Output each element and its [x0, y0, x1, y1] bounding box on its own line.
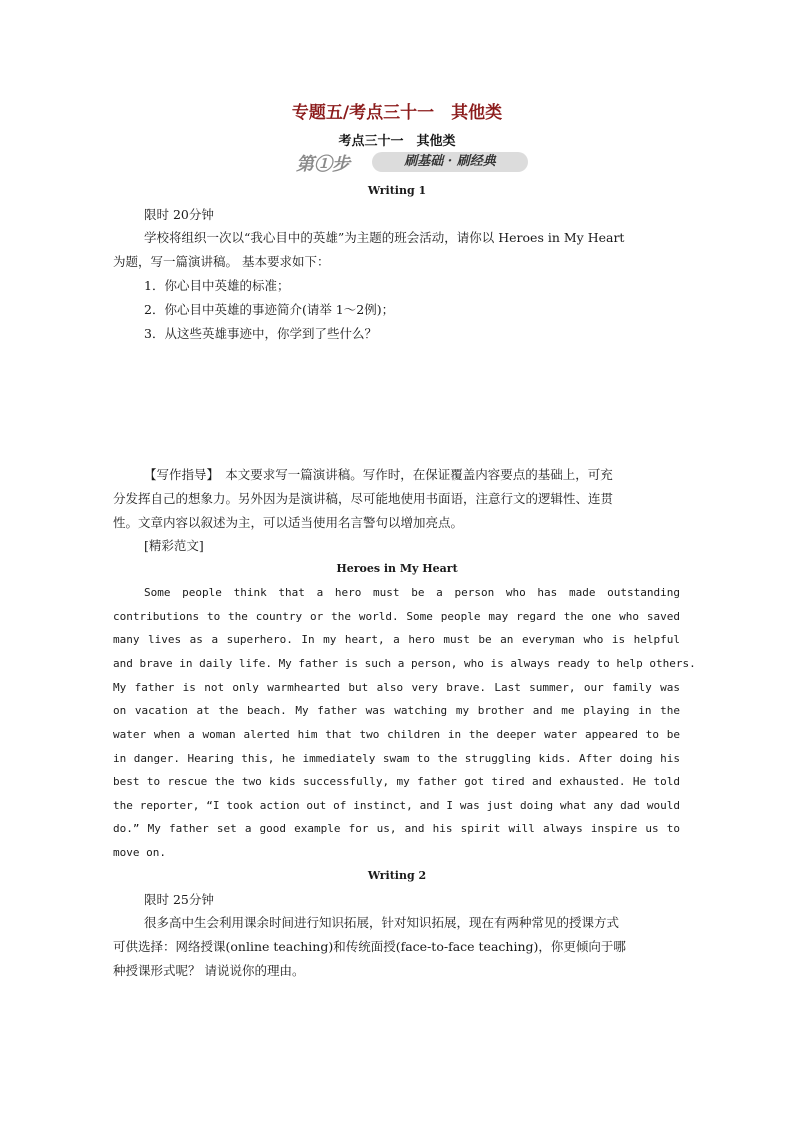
writing-guide-line1: 【写作指导】 本文要求写一篇演讲稿。写作时，在保证覆盖内容要点的基础上，可充 — [144, 467, 613, 482]
essay-line: move on. — [113, 846, 166, 859]
step-label: 第①步 — [296, 154, 350, 175]
topic-title: 专题五/考点三十一 其他类 — [291, 103, 503, 123]
essay-line: on vacation at the beach. My father was watching my brother and me playing in the — [113, 704, 680, 717]
essay-line: do.” My father set a good example for us, and his spirit will always inspire us to — [113, 822, 680, 835]
writing1-heading: Writing 1 — [367, 184, 427, 197]
essay-title: Heroes in My Heart — [336, 562, 458, 575]
writing2-prompt-line2: 可供选择：网络授课(online teaching)和传统面授(face-to-face teaching)，你更倾向于哪 — [113, 939, 626, 954]
essay-line: Some people think that a hero must be a person who has made outstanding — [144, 586, 680, 599]
writing1-requirement-1: 1．你心目中英雄的标准； — [144, 278, 290, 293]
essay-line: My father is not only warmhearted but also very brave. Last summer, our family was — [113, 681, 680, 694]
essay-line: contributions to the country or the world. Some people may regard the one who saved — [113, 610, 680, 623]
section-title: 考点三十一 其他类 — [338, 134, 456, 149]
writing2-prompt-line3: 种授课形式呢？ 请说说你的理由。 — [113, 963, 305, 978]
writing1-time-limit: 限时 20分钟 — [144, 207, 214, 222]
writing2-time-limit: 限时 25分钟 — [144, 892, 214, 907]
essay-line: the reporter, “I took action out of instinct, and I was just doing what any dad would — [113, 799, 680, 812]
writing1-requirement-3: 3．从这些英雄事迹中，你学到了些什么？ — [144, 326, 377, 341]
writing1-requirement-2: 2．你心目中英雄的事迹简介(请举 1～2例)； — [144, 302, 395, 317]
step-pill: 刷基础 · 刷经典 — [372, 152, 528, 172]
writing2-prompt-line1: 很多高中生会利用课余时间进行知识拓展，针对知识拓展，现在有两种常见的授课方式 — [144, 915, 620, 930]
writing1-prompt-line2: 为题，写一篇演讲稿。 基本要求如下： — [113, 254, 330, 269]
writing-guide-line3: 性。文章内容以叙述为主，可以适当使用名言警句以增加亮点。 — [113, 515, 464, 530]
essay-line: in danger. Hearing this, he immediately swam to the struggling kids. After doing his — [113, 752, 680, 765]
writing-guide-line2: 分发挥自己的想象力。另外因为是演讲稿，尽可能地使用书面语，注意行文的逻辑性、连贯 — [113, 491, 614, 506]
essay-line: best to rescue the two kids successfully, my father got tired and exhausted. He told — [113, 775, 680, 788]
essay-line: many lives as a superhero. In my heart, a hero must be an everyman who is helpful — [113, 633, 680, 646]
essay-line: water when a woman alerted him that two children in the deeper water appeared to be — [113, 728, 680, 741]
essay-line: and brave in daily life. My father is such a person, who is always ready to help others. — [113, 657, 696, 670]
sample-essay-label: [精彩范文] — [144, 538, 204, 553]
writing1-prompt-line1: 学校将组织一次以“我心目中的英雄”为主题的班会活动，请你以 Heroes in My Heart — [144, 230, 625, 245]
writing2-heading: Writing 2 — [367, 869, 427, 882]
